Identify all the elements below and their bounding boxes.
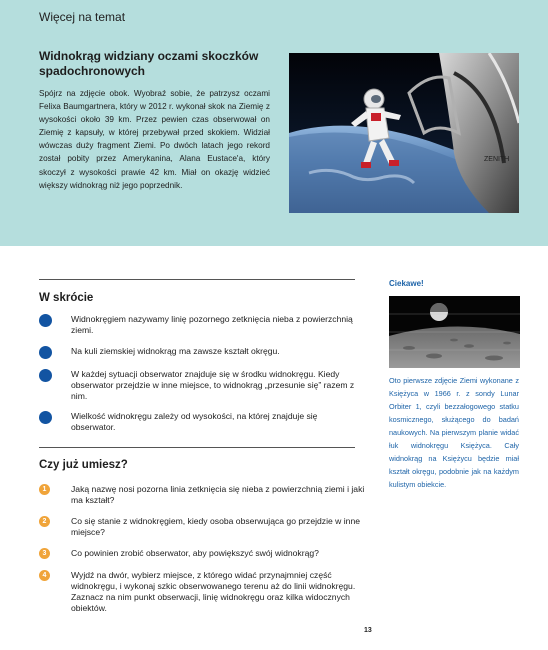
bullet-dot [39,411,52,424]
summary-item: Widnokręgiem nazywamy linię pozornego zetknięcia nieba z powierzchnią ziemi. [71,314,353,335]
list-item [39,548,355,561]
list-item [39,369,355,403]
skydiver-photo [289,53,519,213]
bullet-dot [39,346,52,359]
question-number: 1 [39,484,50,495]
sidebar-title: Ciekawe! [389,279,424,288]
question-number: 3 [39,548,50,559]
list-item [39,516,360,540]
question-number: 2 [39,516,50,527]
bullet-dot [39,369,52,382]
earth-from-moon-photo [389,296,520,368]
divider [39,447,355,448]
box-title: Widnokrąg widziany oczami skoczków spadochronowych [39,49,259,78]
list-item [39,411,355,435]
question-text: Co powinien zrobić obserwator, aby powiększyć swój widnokrąg? [71,548,319,558]
list-item [39,314,355,338]
more-info-box [0,0,548,246]
list-item [39,484,365,508]
summary-item: W każdej sytuacji obserwator znajduje się w środku widnokręgu. Kiedy obserwator przejdzie w inne miejsce, to widnokrąg „przesunie się” razem z nim. [71,369,355,401]
question-text: Jaką nazwę nosi pozorna linia zetknięcia się nieba z powierzchnią ziemi i jaki ma kształt? [71,484,365,505]
question-number: 4 [39,570,50,581]
summary-item: Na kuli ziemskiej widnokrąg ma zawsze kształt okręgu. [71,346,280,356]
section-label: Więcej na temat [39,10,126,24]
bullet-dot [39,314,52,327]
list-item [39,346,355,359]
divider [39,279,355,280]
capsule-label: ZENITH [484,156,510,163]
question-text: Wyjdź na dwór, wybierz miejsce, z którego widać przynajmniej część widnokręgu, i wykonaj szkic obserwowanego terenu aż do linii widnokręgu. Zaznacz na nim punkt obserwacji, linię widnokręgu oraz kilka widocznych obiektów. [71,570,356,613]
list-item [39,570,355,614]
quiz-heading: Czy już umiesz? [39,459,128,471]
question-text: Co się stanie z widnokręgiem, kiedy osoba obserwująca go przejdzie w inne miejsce? [71,516,360,537]
summary-heading: W skrócie [39,292,94,304]
box-body-text: Spójrz na zdjęcie obok. Wyobraź sobie, że patrzysz oczami Felixa Baumgartnera, który w 2012 r. wykonał skok na Ziemię z wysokości około 39 km. Przez pewien czas obserwował on Ziemię z kapsuły, w której przebywał przed skokiem. Widział wówczas duży fragment Ziemi. Po dwóch latach jego rekord został pobity przez Amerykanina, Alana Eustace'a, który skoczył z wysokości prawie 42 km. Miał on okazję widzieć większy widnokrąg niż jego poprzednik. [39,89,270,190]
page-number: 13 [364,627,372,634]
summary-item: Wielkość widnokręgu zależy od wysokości, na której znajduje się obserwator. [71,411,318,432]
sidebar-text: Oto pierwsze zdjęcie Ziemi wykonane z Księżyca w 1966 r. z sondy Lunar Orbiter 1, czyli bezzałogowego statku kosmicznego, służącego do badań naukowych. Na pierwszym planie widać łuk widnokręgu Księżyca. Cały widnokrąg na Księżycu będzie miał kształt okręgu, podobnie jak na każdym kulistym obiekcie. [389,376,519,489]
